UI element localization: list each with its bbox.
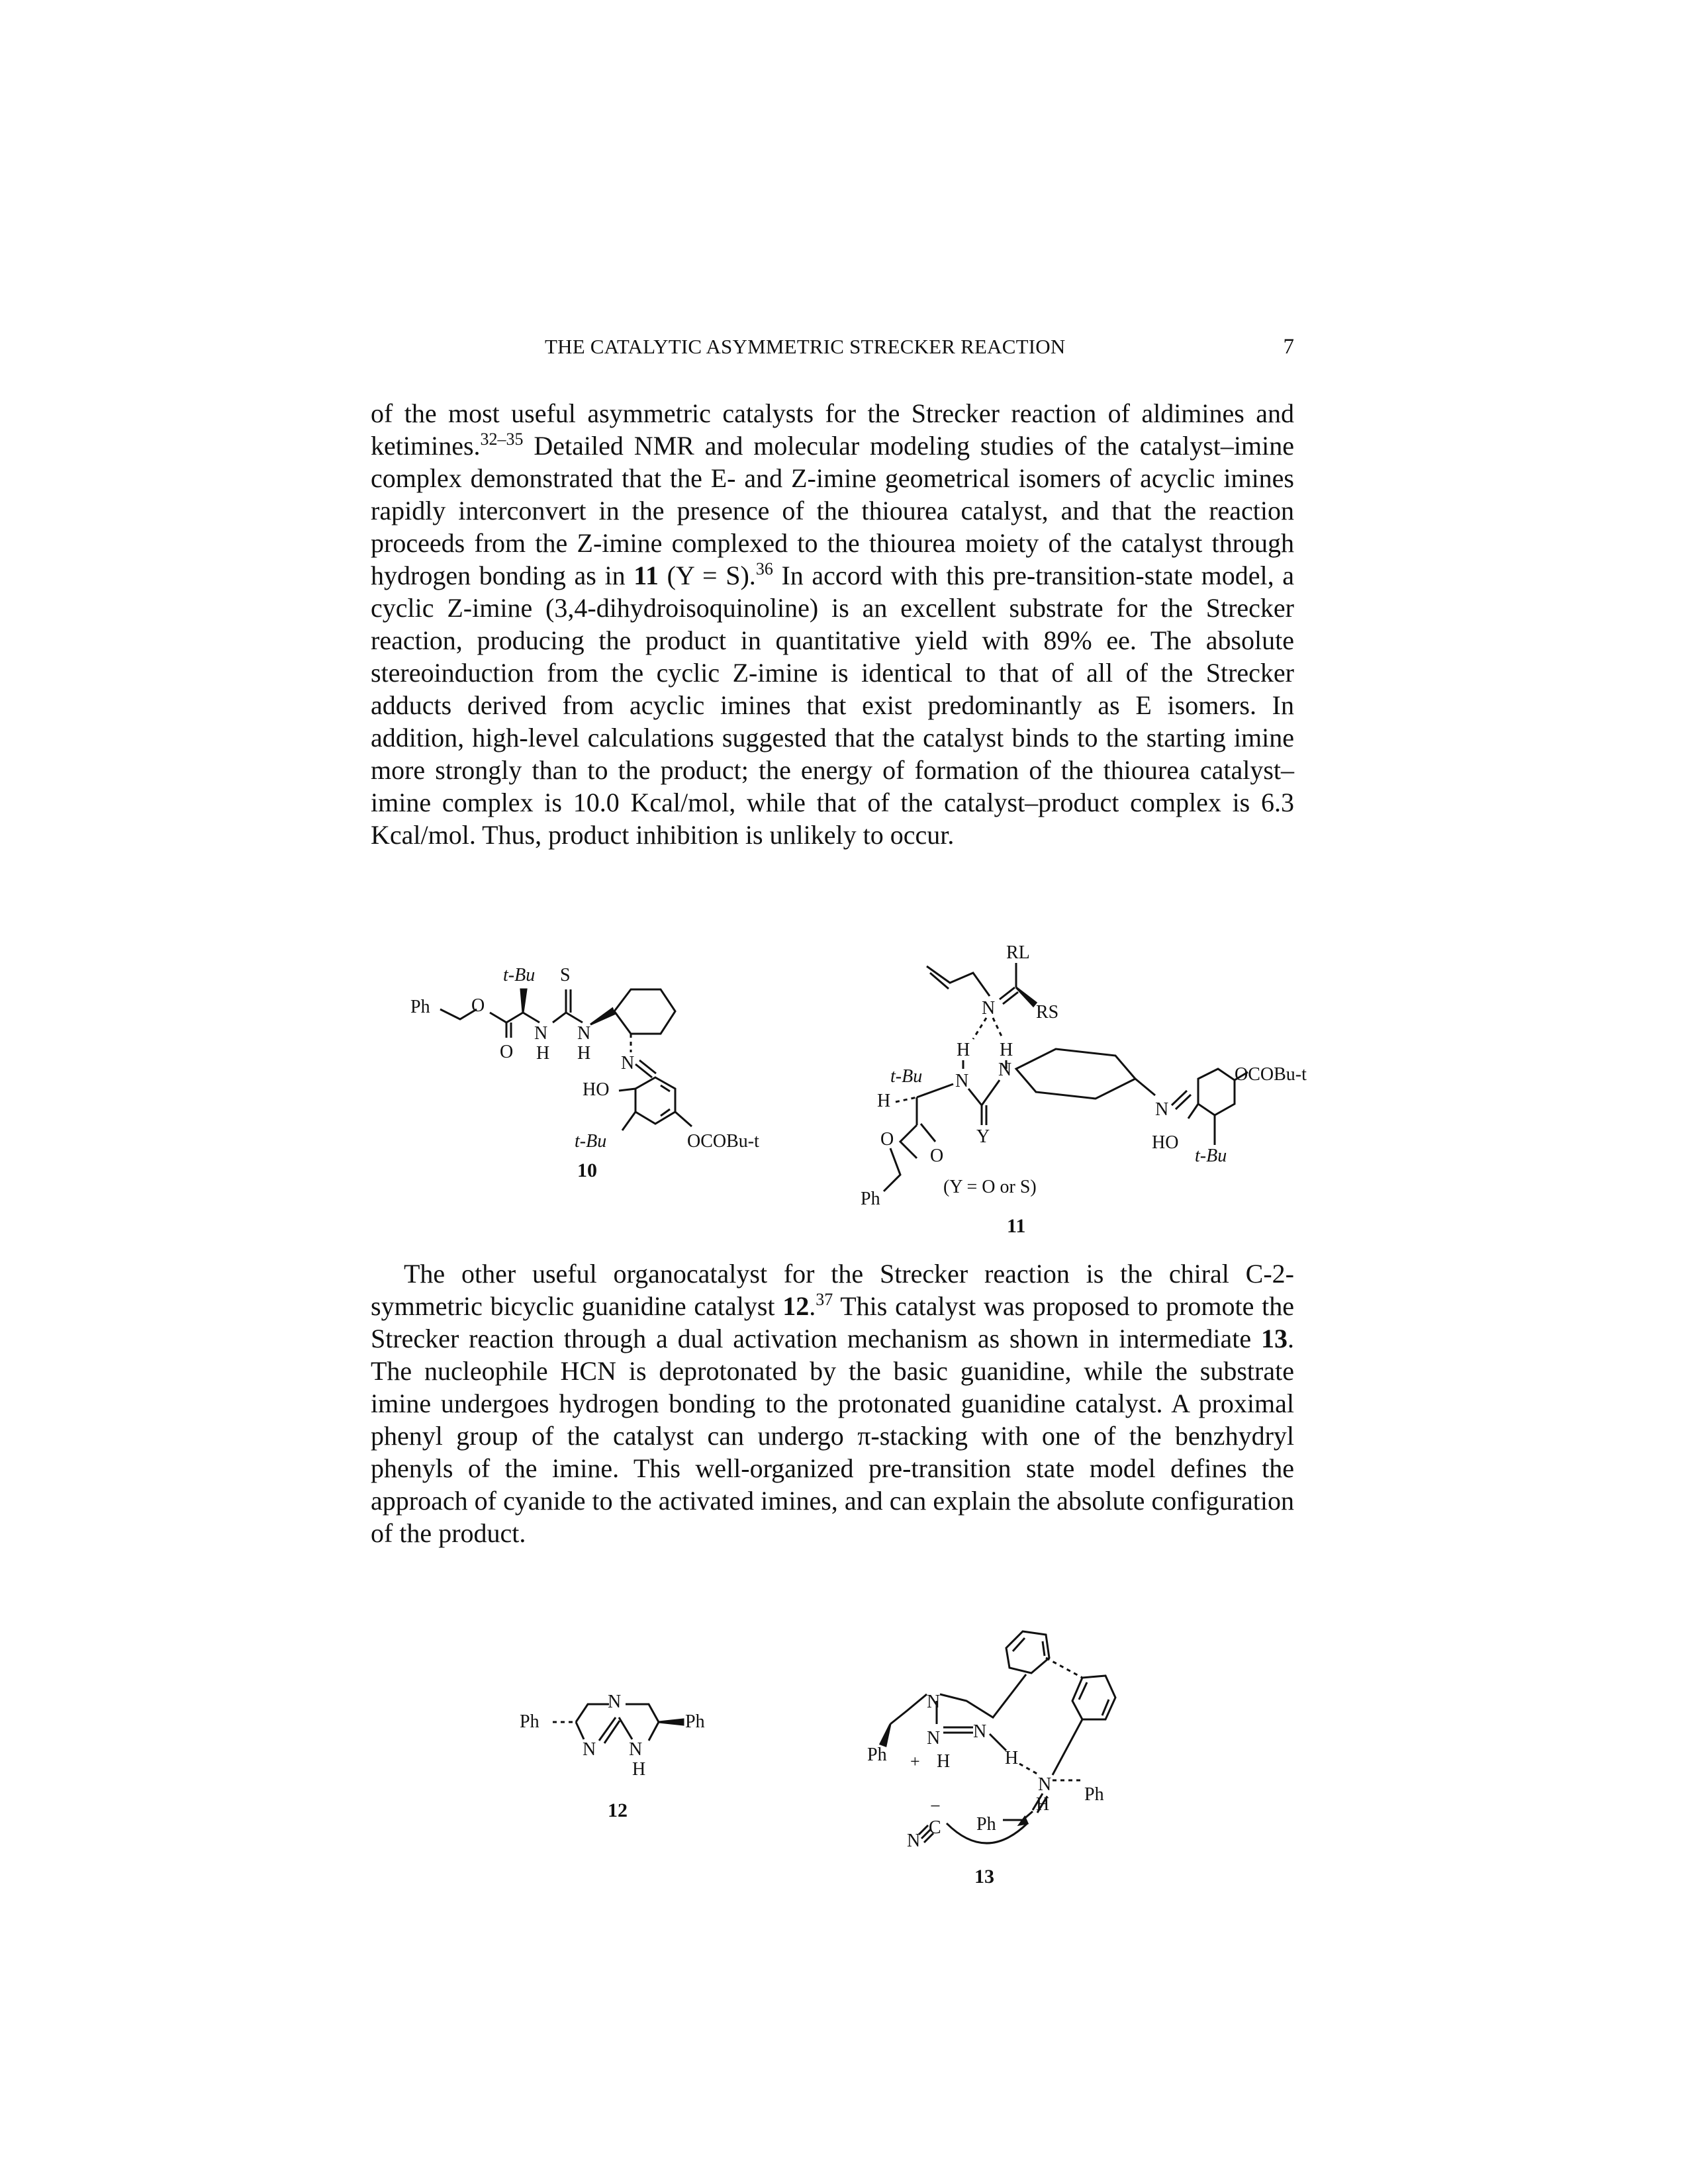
label-plus: + — [910, 1752, 920, 1771]
label-n-right: N — [629, 1739, 643, 1760]
label-n3: N — [621, 1053, 635, 1073]
label-n2: N — [998, 1060, 1012, 1080]
label-n-top: N — [608, 1692, 622, 1712]
label-minus: − — [930, 1796, 941, 1817]
label-o: O — [471, 995, 485, 1016]
label-tbu: t-Bu — [890, 1066, 923, 1087]
compound-ref: 11 — [633, 561, 659, 590]
label-n1: N — [955, 1071, 969, 1091]
label-n-top: N — [927, 1692, 941, 1712]
label-h: H — [632, 1759, 646, 1780]
structure-12 — [510, 1674, 735, 1827]
body-paragraph-2 — [371, 1257, 1294, 1575]
label-h2: H — [577, 1043, 591, 1064]
text-span: Detailed NMR and molecular modeling studies of the catalyst–imine complex demonstrated that the E- and Z-imine geometrical isomers of acyclic imines rapidly interconvert in the presence of the thiourea catalyst, and that the reaction proceeds from the Z-imine complexed to the thiourea moiety of the catalyst through hydrogen bonding as in — [371, 431, 1294, 590]
label-ph-1: Ph — [867, 1745, 887, 1765]
label-nc-c: C — [929, 1817, 941, 1838]
text-span: (Y = S). — [659, 561, 756, 590]
label-ocobu: OCOBu-t — [1235, 1064, 1307, 1085]
citation-ref: 32–35 — [480, 430, 524, 449]
compound-ref: 12 — [782, 1291, 810, 1321]
label-n-left: N — [583, 1739, 596, 1760]
label-h-1: H — [937, 1751, 951, 1772]
text-span: This catalyst was proposed to promote the Strecker reaction through a dual activation mechanism as shown in intermediate — [371, 1291, 1294, 1353]
structure-13 — [854, 1602, 1198, 1893]
citation-ref: 36 — [755, 559, 773, 578]
label-n-imine: N — [982, 998, 996, 1019]
label-h2: H — [1000, 1040, 1013, 1060]
label-h1: H — [957, 1040, 970, 1060]
label-n-imine: N — [1038, 1774, 1052, 1795]
label-ho: HO — [583, 1079, 610, 1100]
compound-number-12: 12 — [608, 1799, 628, 1821]
text-span: In accord with this pre-transition-state model, a cyclic Z-imine (3,4-dihydroisoquinoline) is an excellent substrate for the Strecker reaction, producing the product in quantitative yield with 89% ee. The absolute stereoinduction from the cyclic Z-imine is identical to that of all of the Strecker adducts derived from acyclic imines that exist predominantly as E isomers. In addition, high-level calculations suggested that the catalyst binds to the starting imine more strongly than to the product; the energy of formation of the thiourea catalyst–imine complex is 10.0 Kcal/mol, while that of the catalyst–product complex is 6.3 Kcal/mol. Thus, product inhibition is unlikely to occur. — [371, 561, 1294, 850]
compound-ref: 13 — [1261, 1324, 1288, 1353]
body-paragraph-1 — [371, 397, 1294, 880]
label-tbu: t-Bu — [503, 965, 536, 985]
label-ph: Ph — [861, 1189, 880, 1209]
text-span: . The nucleophile HCN is deprotonated by the basic guanidine, while the substrate imine undergoes hydrogen bonding to the protonated guanidine catalyst. A proximal phenyl group of the catalyst can undergo π-stacking with one of the benzhydryl phenyls of the imine. This well-organized pre-transition state model defines the approach of cyanide to the activated imines, and can explain the absolute configuration of the product. — [371, 1324, 1294, 1548]
running-head — [371, 335, 1294, 368]
label-o-carbonyl: O — [930, 1146, 944, 1166]
structure-11 — [837, 933, 1307, 1244]
citation-ref: 37 — [816, 1290, 833, 1309]
label-tbu-2: t-Bu — [1195, 1146, 1227, 1166]
text-span: . — [809, 1291, 816, 1321]
label-y: Y — [976, 1126, 990, 1147]
label-n3: N — [1155, 1099, 1169, 1120]
label-rs: RS — [1036, 1002, 1059, 1023]
label-ph-right: Ph — [685, 1711, 705, 1732]
text-span: The other useful organocatalyst for the Strecker reaction is the chiral C-2-symmetric bicyclic guanidine catalyst — [371, 1259, 1294, 1321]
running-head-title: THE CATALYTIC ASYMMETRIC STRECKER REACTION — [545, 335, 1066, 358]
label-o-ester: O — [880, 1129, 894, 1150]
structure-10 — [397, 953, 768, 1191]
label-h1: H — [536, 1043, 550, 1064]
label-rl: RL — [1006, 942, 1030, 963]
label-tbu-2: t-Bu — [575, 1131, 607, 1152]
label-ph-left: Ph — [520, 1711, 539, 1732]
label-n-mid: N — [927, 1728, 941, 1749]
text-span: of the most useful asymmetric catalysts for the Strecker reaction of aldimines and ketimines. — [371, 398, 1294, 461]
label-ocobu: OCOBu-t — [687, 1131, 759, 1152]
label-o-carbonyl: O — [500, 1042, 514, 1062]
label-caption: (Y = O or S) — [943, 1177, 1037, 1197]
compound-number-11: 11 — [1007, 1215, 1026, 1237]
label-h-3: H — [1036, 1794, 1050, 1815]
label-n-nh: N — [973, 1721, 987, 1742]
label-ph-3: Ph — [1084, 1784, 1104, 1805]
label-ph: Ph — [410, 997, 430, 1017]
label-ho: HO — [1152, 1132, 1179, 1153]
compound-number-10: 10 — [577, 1160, 597, 1181]
label-h-2: H — [1005, 1748, 1019, 1768]
label-ph-2: Ph — [976, 1814, 996, 1835]
label-h3: H — [877, 1091, 891, 1111]
label-n2: N — [577, 1023, 591, 1044]
label-s: S — [560, 965, 571, 985]
label-n1: N — [534, 1023, 548, 1044]
label-nc-n: N — [907, 1831, 921, 1851]
page-number: 7 — [1283, 335, 1294, 359]
compound-number-13: 13 — [974, 1866, 994, 1888]
